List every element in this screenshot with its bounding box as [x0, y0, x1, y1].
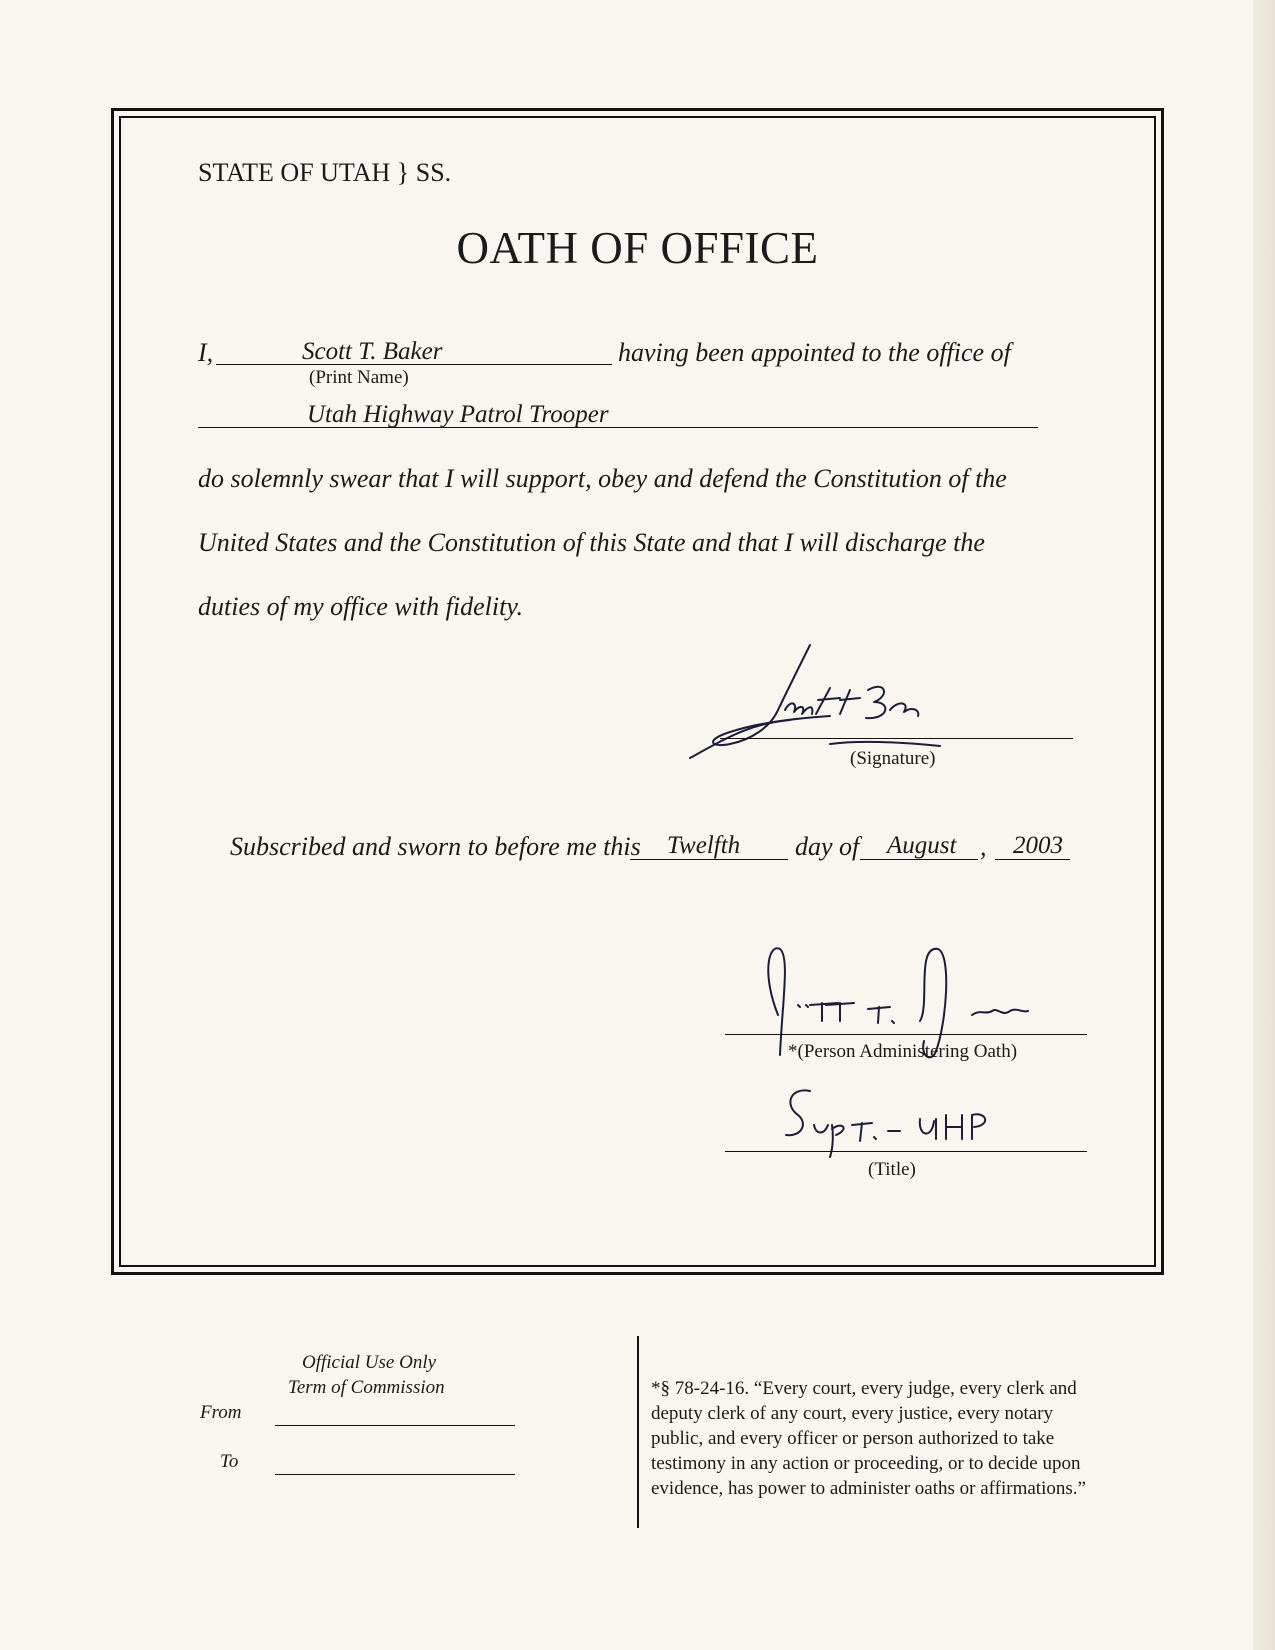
- statute-line-4: testimony in any action or proceeding, or to decide upon: [651, 1453, 1081, 1474]
- statute-line-1: *§ 78-24-16. “Every court, every judge, every clerk and: [651, 1378, 1077, 1399]
- signature-caption: (Signature): [850, 748, 936, 769]
- to-field-line: [275, 1474, 515, 1475]
- term-of-commission-heading: Term of Commission: [288, 1377, 445, 1398]
- i-label: I,: [198, 338, 214, 367]
- subscribed-prefix: Subscribed and sworn to before me this: [230, 832, 641, 861]
- oath-text-line-1: do solemnly swear that I will support, obey and defend the Constitution of the: [198, 464, 1007, 493]
- statute-line-2: deputy clerk of any court, every justice, every notary: [651, 1403, 1054, 1424]
- printed-name: Scott T. Baker: [302, 338, 443, 365]
- signature-underline: [720, 738, 1073, 739]
- official-use-heading: Official Use Only: [302, 1352, 437, 1373]
- office-name: Utah Highway Patrol Trooper: [307, 401, 609, 428]
- day-value: Twelfth: [667, 832, 741, 859]
- statute-line-3: public, and every officer or person authorized to take: [651, 1428, 1055, 1449]
- document-title: OATH OF OFFICE: [456, 223, 819, 273]
- title-underline: [725, 1151, 1087, 1152]
- statute-line-5: evidence, has power to administer oaths or affirmations.”: [651, 1478, 1086, 1499]
- from-field-line: [275, 1425, 515, 1426]
- state-line: STATE OF UTAH } SS.: [198, 158, 452, 187]
- year-value: 2003: [1013, 832, 1063, 859]
- oath-text-line-3: duties of my office with fidelity.: [198, 592, 523, 621]
- appointed-text: having been appointed to the office of: [618, 338, 1011, 367]
- administrator-underline: [725, 1034, 1087, 1035]
- month-value: August: [887, 832, 957, 859]
- from-label: From: [200, 1402, 242, 1423]
- print-name-caption: (Print Name): [309, 367, 409, 388]
- day-of-label: day of: [795, 832, 860, 861]
- administrator-caption: *(Person Administering Oath): [788, 1041, 1018, 1062]
- title-caption: (Title): [868, 1159, 916, 1180]
- section-divider: [637, 1336, 639, 1528]
- oath-text-line-2: United States and the Constitution of this State and that I will discharge the: [198, 528, 985, 557]
- handwritten-title: [780, 1085, 1020, 1165]
- date-comma: ,: [980, 832, 987, 861]
- to-label: To: [220, 1451, 239, 1472]
